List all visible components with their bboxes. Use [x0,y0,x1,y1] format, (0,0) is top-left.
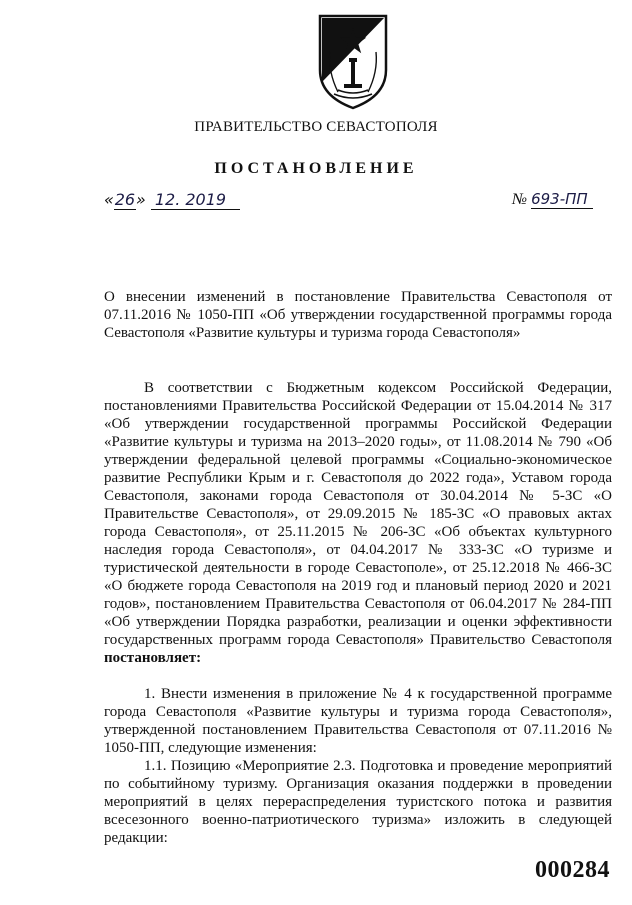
date-month-year: 12. 2019 [151,190,240,210]
serial-number: 000284 [535,857,610,883]
document-subject: О внесении изменений в постановление Правительства Севастополя от 07.11.2016 № 1050-ПП «Об утверждении государственной программы города Севастополя «Развитие культуры и туризма города Севастополя» [104,289,612,341]
date-day: 26 [114,190,136,209]
document-date [104,190,240,210]
preamble-paragraph [104,379,612,667]
resolves-keyword: постановляет: [104,650,202,666]
government-title: ПРАВИТЕЛЬСТВО СЕВАСТОПОЛЯ [194,119,438,135]
number-sign: № [512,191,528,208]
number-value: 693-ПП [531,190,593,209]
date-close-quote: » [135,190,146,209]
date-open-quote: « [104,190,114,209]
clause-1-1: 1.1. Позицию «Мероприятие 2.3. Подготовка и проведение мероприятий по событийному туризму. Организация оказания поддержки в проведении мероприятий в целях перераспределения туристского потока и развития всесезонного военно-патриотического туризма» изложить в следующей редакции: [104,758,612,846]
clause-1: 1. Внести изменения в приложение № 4 к государственной программе города Севастополя «Развитие культуры и туризма города Севастополя», утвержденной постановлением Правительства Севастополя от 07.11.2016 № 1050-ПП, следующие изменения: [104,686,612,756]
sevastopol-coat-of-arms-icon [316,12,390,112]
preamble-text: В соответствии с Бюджетным кодексом Российской Федерации, постановлениями Правительства Российской Федерации от 15.04.2014 № 317 «Об утверждении государственной программы Российской Федерации «Развитие культуры и туризма на 2013–2020 годы», от 11.08.2014 № 790 «Об утверждении федеральной целевой программы «Социально-экономическое развитие Республики Крым и г. Севастополя до 2022 года», Уставом города Севастополя, законами города Севастополя от 30.04.2014 № 5-ЗС «О Правительстве Севастополя», от 29.09.2015 № 185-ЗС «О правовых актах города Севастополя», от 25.11.2015 № 206-ЗС «Об объектах культурного наследия города Севастополя», от 04.04.2017 № 333-ЗС «О туризме и туристической деятельности в городе Севастополе», от 25.12.2018 № 466-ЗС «О бюджете города Севастополя на 2019 год и плановый период 2020 и 2021 годов», постановлением Правительства Севастополя от 06.04.2017 № 284-ПП «Об утверждении Порядка разработки, реализации и оценки эффективности государственных программ города Севастополя» Правительство Севастополя [104,380,612,648]
document-number [512,190,593,209]
document-type: ПОСТАНОВЛЕНИЕ [214,160,418,177]
